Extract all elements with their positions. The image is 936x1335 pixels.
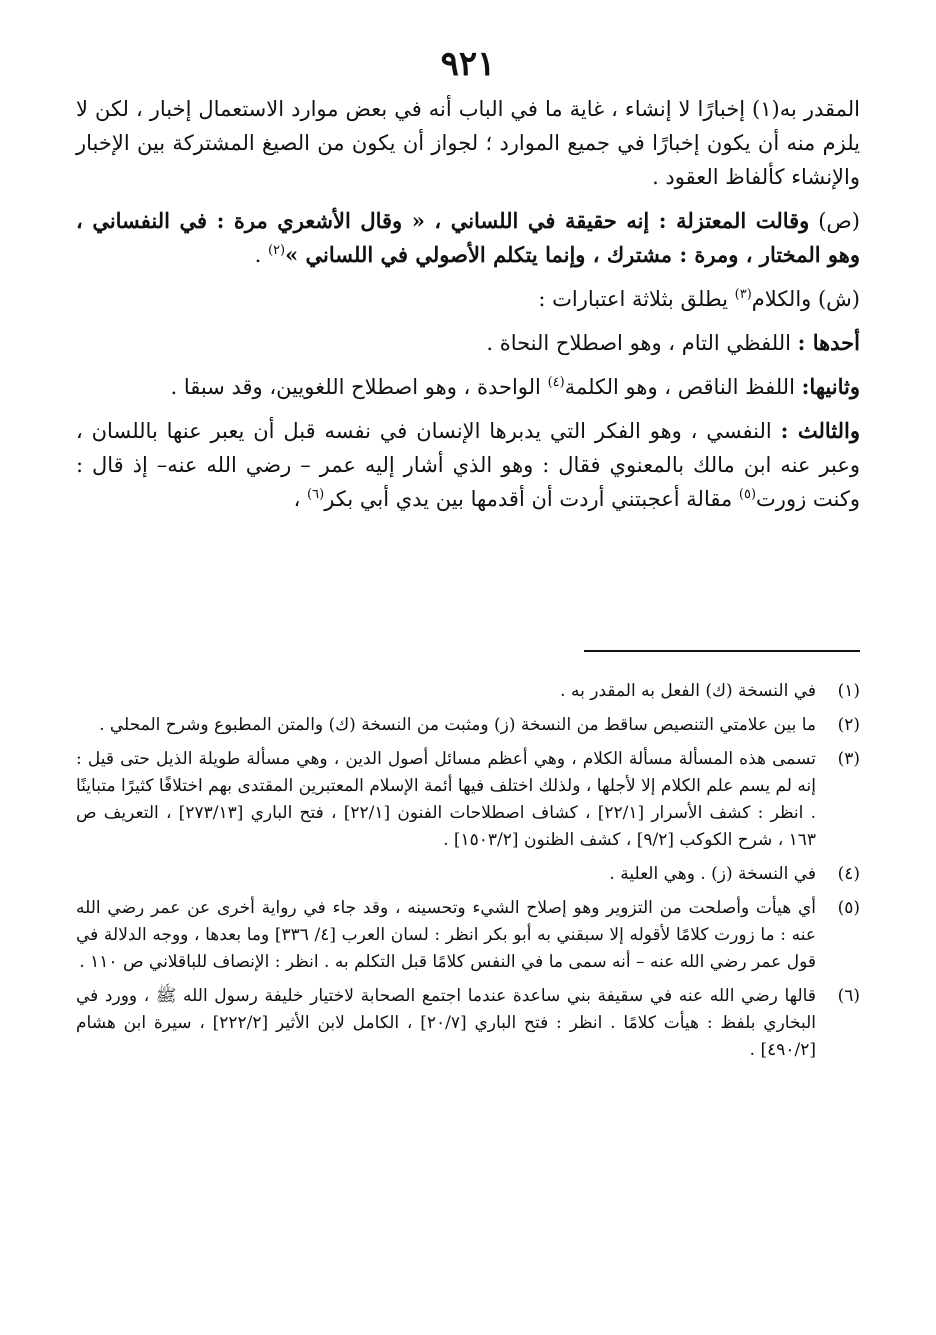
footnote-divider	[584, 650, 860, 652]
footnote-number: (١)	[837, 681, 860, 701]
item-heading: وثانيها:	[801, 374, 860, 399]
matn-text: وقالت المعتزلة : إنه حقيقة في اللساني ، « وقال الأشعري مرة : في النفساني ، وهو المختار ، ومرة : مشترك ، وإنما يتكلم الأصولي في اللساني »	[76, 208, 860, 267]
footnote-item	[76, 983, 860, 1064]
matn-marker: (ص)	[818, 209, 860, 233]
footnote-text: في النسخة (ك) الفعل به المقدر به .	[560, 681, 816, 701]
sharh-intro: (ش) والكلام	[751, 287, 860, 311]
footnote-ref: (٦)	[307, 487, 325, 502]
footnote-item	[76, 861, 860, 888]
footnote-text: تسمى هذه المسألة مسألة الكلام ، وهي أعظم مسائل أصول الدين ، وهي مسألة طويلة الذيل حتى قيل : إنه لم يسم علم الكلام إلا لأجلها ، ولذلك اختلف فيها أئمة الإسلام المعتبرين المقتدى بهم اختلافًا كثيرًا متباينًا . انظر : كشف الأسرار [٢٢/١] ، كشاف اصطلاحات الفنون [٢٢/١] ، فتح الباري [٢٧٣/١٣] ، التعريف ص ١٦٣ ، شرح الكوكب [٩/٢] ، كشف الظنون [١٥٠٣/٢] .	[76, 749, 817, 850]
item-text-end: ،	[293, 487, 308, 511]
footnote-text: أي هيأت وأصلحت من التزوير وهو إصلاح الشيء وتحسينه ، وقد جاء في رواية أخرى عن عمر رضي الله عنه : ما زورت كلامًا لأقوله إلا سبقني به أبو بكر انظر : لسان العرب [٤/ ٣٣٦] وما بعدها ، ووجه الدلالة في قول عمر رضي الله عنه – أنه سمى ما في النفس كلامًا قبل التكلم به . انظر : الإنصاف للباقلاني ص ١١٠ .	[76, 898, 817, 972]
main-text	[76, 92, 860, 516]
footnote-item	[76, 712, 860, 739]
footnote-item	[76, 746, 860, 854]
footnote-text: ما بين علامتي التنصيص ساقط من النسخة (ز) ومثبت من النسخة (ك) والمتن المطبوع وشرح المحلي .	[99, 715, 816, 735]
item-second	[76, 370, 860, 404]
footnote-number: (٤)	[837, 864, 860, 884]
footnote-text: قالها رضي الله عنه في سقيفة بني ساعدة عندما اجتمع الصحابة لاختيار خليفة رسول الله ﷺ ، وورد في البخاري بلفظ : هيأت كلامًا . انظر : فتح الباري [٢٠/٧] ، الكامل لابن الأثير [٢٢٢/٢] ، سيرة ابن هشام [٤٩٠/٢] .	[76, 986, 816, 1060]
item-heading: والثالث :	[780, 418, 860, 443]
page-number: ٩٢١	[440, 44, 496, 84]
footnote-number: (٦)	[837, 986, 860, 1006]
footnote-text: في النسخة (ز) . وهي العلية .	[609, 864, 816, 884]
footnote-item	[76, 678, 860, 705]
footnote-number: (٢)	[837, 715, 860, 735]
footnote-number: (٥)	[837, 898, 860, 918]
footnote-ref: (٢)	[267, 243, 286, 258]
item-text-middle: مقالة أعجبتني أردت أن أقدمها بين يدي أبي بكر	[324, 487, 739, 511]
paragraph-1: المقدر به(١) إخبارًا لا إنشاء ، غاية ما في الباب أنه في بعض موارد الاستعمال إخبار ، لكن لا يلزم منه أن يكون إخبارًا في جميع الموارد ؛ لجواز أن يكون من الصيغ المشتركة بين الإخبار والإنشاء كألفاظ العقود .	[76, 97, 860, 189]
item-text: اللفظ الناقص ، وهو الكلمة	[564, 375, 802, 399]
footnote-ref: (٤)	[547, 375, 565, 390]
footnote-ref: (٥)	[738, 487, 757, 502]
paragraph-2	[76, 204, 860, 272]
item-text: النفسي ، وهو الفكر التي يدبرها الإنسان في نفسه قبل أن يعبر عنها باللسان ، وعبر عنه ابن مالك بالمعنوي فقال : وهو الذي أشار إليه عمر – رضي الله عنه– إذ قال : وكنت زورت	[76, 419, 860, 511]
item-heading: أحدها :	[797, 330, 860, 355]
paragraph-3	[76, 282, 860, 316]
item-text: اللفظي التام ، وهو اصطلاح النحاة .	[486, 331, 798, 355]
footnotes	[76, 678, 860, 1071]
footnote-item	[76, 895, 860, 976]
item-text-rest: الواحدة ، وهو اصطلاح اللغويين، وقد سبقا .	[170, 375, 548, 399]
item-third	[76, 414, 860, 516]
footnote-ref: (٣)	[734, 287, 752, 302]
sharh-intro-rest: يطلق بثلاثة اعتبارات :	[538, 287, 735, 311]
item-first	[76, 326, 860, 360]
paragraph-end: .	[254, 243, 268, 267]
footnote-number: (٣)	[837, 749, 860, 769]
